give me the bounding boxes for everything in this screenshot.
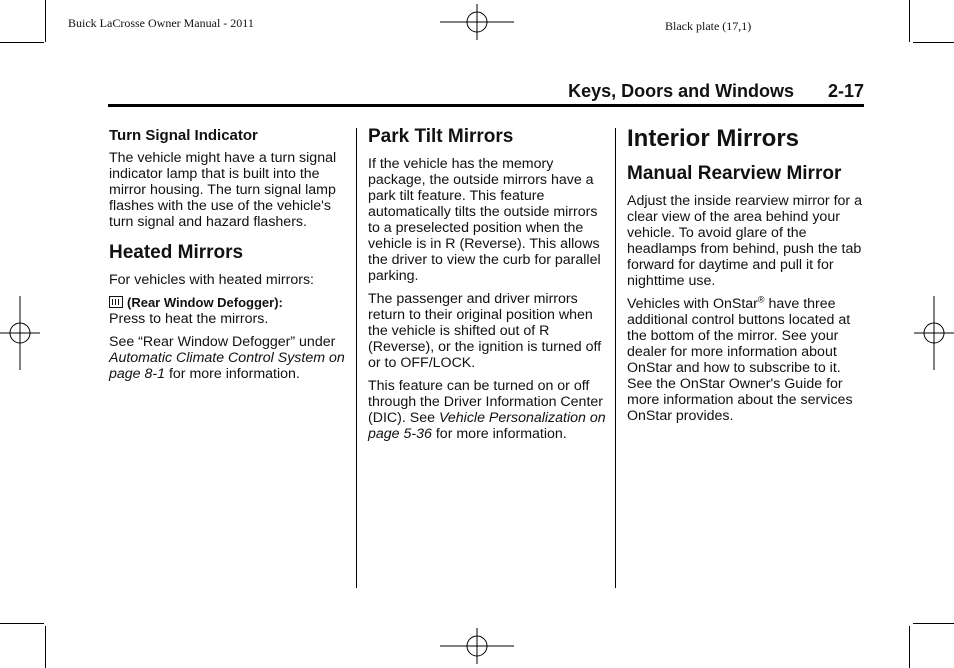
- onstar-suffix: have three additional control buttons located at the bottom of the mirror. See your dealer for more information about OnStar and how to subscribe to it. See the OnStar Owner's Guide for more information about the services OnStar provides.: [627, 296, 853, 424]
- column-2: [368, 124, 608, 449]
- column-3: [627, 124, 863, 431]
- interior-mirrors-title: Interior Mirrors: [627, 125, 800, 152]
- page-number: 2-17: [827, 81, 864, 101]
- column-divider: [356, 128, 357, 588]
- turn-signal-paragraph: The vehicle might have a turn signal indicator lamp that is built into the mirror housing. The turn signal lamp flashes with the use of the vehicle's turn signal and hazard flashers.: [109, 150, 337, 230]
- registered-mark: ®: [757, 294, 765, 305]
- see-reference-paragraph: [109, 334, 349, 382]
- section-title: Keys, Doors and Windows: [568, 81, 794, 101]
- registration-mark-icon: [440, 4, 514, 40]
- park-tilt-paragraph-3: [368, 378, 608, 442]
- para3-suffix: for more information.: [435, 426, 567, 442]
- print-header-left: Buick LaCrosse Owner Manual - 2011: [68, 16, 254, 30]
- rearview-paragraph-2: [627, 296, 863, 424]
- section-header: [108, 78, 864, 107]
- defogger-paragraph: [109, 295, 349, 327]
- registration-mark-icon: [914, 296, 954, 370]
- heated-mirrors-intro: For vehicles with heated mirrors:: [109, 272, 314, 288]
- park-tilt-heading: Park Tilt Mirrors: [368, 126, 514, 147]
- park-tilt-paragraph-1: If the vehicle has the memory package, the outside mirrors have a park tilt feature. This feature automatically tilts the outside mirrors to a preselected position when the vehicle is in R (Reverse). This allows the driver to view the curb for parallel parking.: [368, 156, 601, 284]
- column-divider: [615, 128, 616, 588]
- defogger-label: (Rear Window Defogger):: [127, 295, 283, 310]
- column-1: [109, 124, 349, 389]
- climate-control-link[interactable]: Automatic Climate Control System on page 8-1: [109, 350, 345, 382]
- see-prefix: See “Rear Window Defogger” under: [109, 334, 336, 350]
- vehicle-personalization-link[interactable]: Vehicle Personalization on page 5-36: [368, 410, 606, 442]
- park-tilt-paragraph-2: The passenger and driver mirrors return to their original position when the vehicle is shifted out of R (Reverse), or the ignition is turned off or to OFF/LOCK.: [368, 291, 602, 371]
- rearview-paragraph-1: Adjust the inside rearview mirror for a clear view of the area behind your vehicle. To avoid glare of the headlamps from behind, push the tab forward for daytime and pull it for nighttime use.: [627, 193, 862, 289]
- registration-mark-icon: [0, 296, 40, 370]
- onstar-prefix: Vehicles with OnStar: [627, 296, 758, 312]
- registration-mark-icon: [440, 628, 514, 664]
- print-header-right: Black plate (17,1): [665, 19, 752, 33]
- defogger-text: Press to heat the mirrors.: [109, 311, 269, 327]
- see-suffix: for more information.: [168, 366, 300, 382]
- turn-signal-heading: Turn Signal Indicator: [109, 127, 258, 144]
- manual-rearview-heading: Manual Rearview Mirror: [627, 163, 842, 184]
- para3-prefix: This feature can be turned on or off through the Driver Information Center (DIC). See: [368, 378, 603, 426]
- rear-defogger-icon: [109, 296, 123, 308]
- heated-mirrors-heading: Heated Mirrors: [109, 242, 244, 263]
